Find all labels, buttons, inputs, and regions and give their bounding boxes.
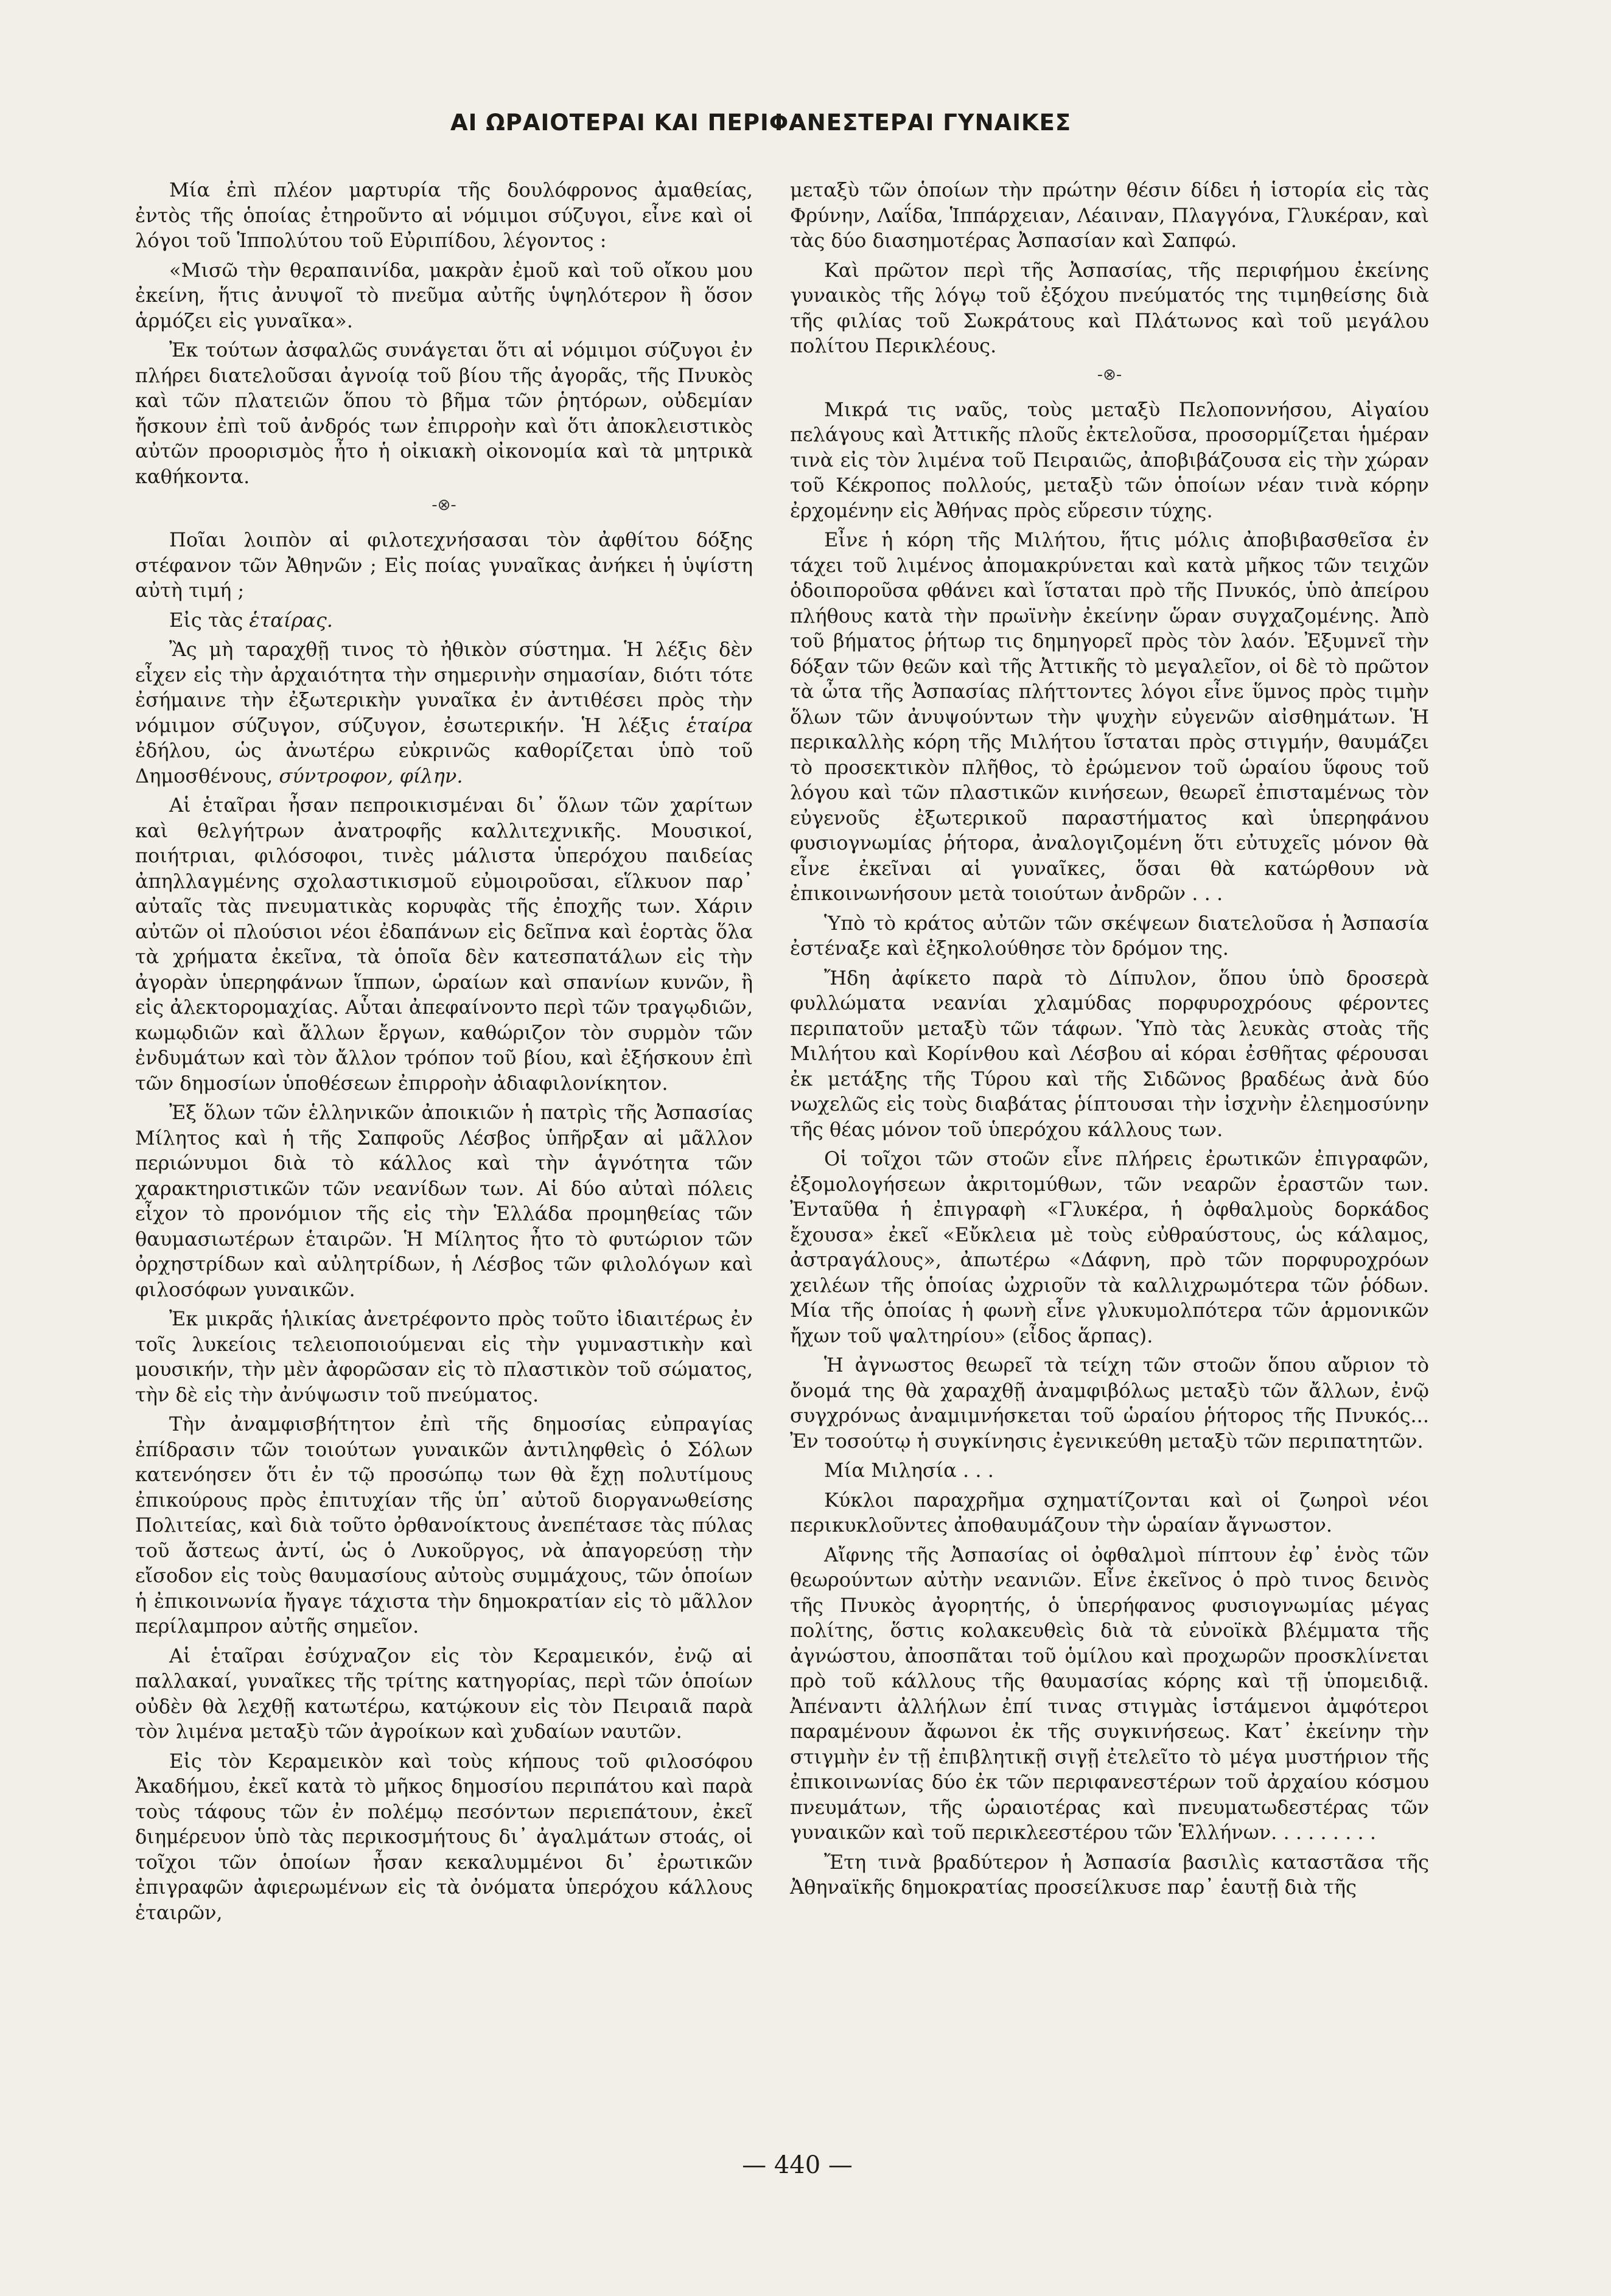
emphasis: ἑταίρα: [686, 713, 753, 737]
text-run: ἐδήλου, ὡς ἀνωτέρω εὐκρινῶς καθορίζεται ὑπὸ τοῦ Δημοσθένους,: [135, 739, 753, 787]
paragraph: «Μισῶ τὴν θεραπαινίδα, μακρὰν ἐμοῦ καὶ τοῦ οἴκου μου ἐκείνη, ἥτις ἀνυψοῖ τὸ πνεῦμα αὐτῆς ὑψηλότερον ἢ ὅσον ἁρμόζει εἰς γυναῖκα».: [135, 258, 753, 332]
paragraph: Οἱ τοῖχοι τῶν στοῶν εἶνε πλήρεις ἐρωτικῶν ἐπιγραφῶν, ἐξομολογήσεων ἀκριτομύθων, τῶν νεαρῶν ἐραστῶν των. Ἐνταῦθα ἡ ἐπιγραφὴ «Γλυκέρα, ἡ ὀφθαλμοὺς δορκάδος ἔχουσα» ἐκεῖ «Εὔκλεια μὲ τοὺς εὐθραύστους, ὡς κάλαμος, ἀστραγάλους», ἀπωτέρω «Δάφνη, πρὸ τῶν πορφυροχρόων χειλέων τῆς ὁποίας ὠχριοῦν τὰ καλλιχρωμότερα τῶν ῥόδων. Μία τῆς ὁποίας ἡ φωνὴ εἶνε γλυκυμολπότερα τῶν ἁρμονικῶν ἤχων τοῦ ψαλτηρίου» (εἶδος ἅρπας).: [790, 1147, 1429, 1347]
text-run: Εἰς τὰς: [169, 608, 243, 632]
paragraph: μεταξὺ τῶν ὁποίων τὴν πρώτην θέσιν δίδει ἡ ἱστορία εἰς τὰς Φρύνην, Λαΐδα, Ἱππάρχειαν, Λέαιναν, Πλαγγόνα, Γλυκέραν, καὶ τὰς δύο διασημοτέρας Ἀσπασίαν καὶ Σαπφώ.: [790, 178, 1429, 252]
emphasis: σύντροφον, φίλην.: [279, 764, 463, 787]
paragraph: Ποῖαι λοιπὸν αἱ φιλοτεχνήσασαι τὸν ἀφθίτου δόξης στέφανον τῶν Ἀθηνῶν ; Εἰς ποίας γυναῖκας ἀνήκει ἡ ὑψίστη αὐτὴ τιμή ;: [135, 528, 753, 602]
paragraph: Εἰς τὸν Κεραμεικὸν καὶ τοὺς κήπους τοῦ φιλοσόφου Ἀκαδήμου, ἐκεῖ κατὰ τὸ μῆκος δημοσίου περιπάτου καὶ παρὰ τοὺς τάφους τῶν ἐν πολέμῳ πεσόντων περιεπάτουν, ἐκεῖ διημέρευον ὑπὸ τὰς περικοσμήτους δι᾽ ἀγαλμάτων στοάς, οἱ τοῖχοι τῶν ὁποίων ἦσαν κεκαλυμμένοι δι᾽ ἐρωτικῶν ἐπιγραφῶν ἀφιερωμένων εἰς τὰ ὀνόματα ὑπερόχου κάλλους ἑταιρῶν,: [135, 1749, 753, 1924]
paragraph: [135, 608, 753, 633]
page-title: ΑΙ ΩΡΑΙΟΤΕΡΑΙ ΚΑΙ ΠΕΡΙΦΑΝΕΣΤΕΡΑΙ ΓΥΝΑΙΚΕΣ: [450, 110, 1072, 136]
paragraph: Αἱ ἑταῖραι ἦσαν πεπροικισμέναι δι᾽ ὅλων τῶν χαρίτων καὶ θελγήτρων ἀνατροφῆς καλλιτεχνικῆς. Μουσικοί, ποιήτριαι, φιλόσοφοι, τινὲς μάλιστα ὑπερόχου παιδείας ἀπηλλαγμένης σχολαστικισμοῦ εὐμοιροῦσαι, εἵλκυον παρ᾽ αὐταῖς τὰς πνευματικὰς κορυφὰς τῆς ἐποχῆς των. Χάριν αὐτῶν οἱ πλούσιοι νέοι ἐδαπάνων εἰς δεῖπνα καὶ ἑορτὰς ὅλα τὰ χρήματα ἐκεῖνα, τὰ ὁποῖα δὲν κατεσπατάλων εἰς τὴν ἀγορὰν ὑπερηφάνων ἵππων, ὡραίων καὶ σπανίων κυνῶν, ἢ εἰς ἀλεκτορομαχίας. Αὗται ἀπεφαίνοντο περὶ τῶν τραγῳδιῶν, κωμῳδιῶν καὶ ἄλλων ἔργων, καθώριζον τὸν συρμὸν τῶν ἐνδυμάτων καὶ τὸν ἄλλον τρόπον τοῦ βίου, καὶ ἐξήσκουν ἐπὶ τῶν δημοσίων ὑποθέσεων ἐπιρροὴν ἀδιαφιλονίκητον.: [135, 794, 753, 1095]
paragraph: Ἡ ἀγνωστος θεωρεῖ τὰ τείχη τῶν στοῶν ὅπου αὔριον τὸ ὄνομά της θὰ χαραχθῇ ἀναμφιβόλως μεταξὺ τῶν ἄλλων, ἐνῷ συγχρόνως ἀναμιμνήσκεται τοῦ ὡραίου ῥήτορος τῆς Πνυκός... Ἐν τοσούτῳ ἡ συγκίνησις ἐγενικεύθη μεταξὺ τῶν περιπατητῶν.: [790, 1353, 1429, 1453]
paragraph: Αἴφνης τῆς Ἀσπασίας οἱ ὀφθαλμοὶ πίπτουν ἐφ᾽ ἑνὸς τῶν θεωρούντων αὐτὴν νεανιῶν. Εἶνε ἐκεῖνος ὁ πρὸ τινος δεινὸς τῆς Πνυκὸς ἀγορητής, ὁ ὑπερήφανος φυσιογνωμίας μέγας πολίτης, ὅστις κολακευθεὶς διὰ τὰ εὐνοϊκὰ βλέμματα τῆς ἀγνώστου, ἀποσπᾶται τοῦ ὁμίλου καὶ προχωρῶν προσκλίνεται πρὸ τοῦ κάλλους τῆς θαυμασίας κόρης καὶ τῇ ὑπομειδιᾷ. Ἀπέναντι ἀλλήλων ἐπί τινας στιγμὰς ἱστάμενοι ἀμφότεροι παραμένουν ἄφωνοι ἐκ τῆς συγκινήσεως. Κατ᾽ ἐκείνην τὴν στιγμὴν ἐν τῇ ἐπιβλητικῇ σιγῇ ἐτελεῖτο τὸ μέγα μυστήριον τῆς ἐπικοινωνίας δύο ἐκ τῶν περιφανεστέρων τοῦ ἀρχαίου κόσμου πνευμάτων, τῆς ὡραιοτέρας καὶ πνευματωδεστέρας τῶν γυναικῶν καὶ τοῦ περικλεεστέρου τῶν Ἑλλήνων. . . . . . . . .: [790, 1543, 1429, 1844]
paragraph: Ἐκ τούτων ἀσφαλῶς συνάγεται ὅτι αἱ νόμιμοι σύζυγοι ἐν πλήρει διατελοῦσαι ἀγνοίᾳ τοῦ βίου τῆς ἀγορᾶς, τῆς Πνυκὸς καὶ τῶν πλατειῶν ὅπου τὸ βῆμα τῶν ῥητόρων, οὐδεμίαν ἤσκουν ἐπὶ τοῦ ἀνδρός των ἐπιρροὴν καὶ ὅτι ἀποκλειστικὸς αὐτῶν προορισμὸς ἦτο ἡ οἰκιακὴ οἰκονομία καὶ τὰ μητρικὰ καθήκοντα.: [135, 338, 753, 488]
paragraph: Τὴν ἀναμφισβήτητον ἐπὶ τῆς δημοσίας εὐπραγίας ἐπίδρασιν τῶν τοιούτων γυναικῶν ἀντιληφθεὶς ὁ Σόλων κατενόησεν ὅτι ἐν τῷ προσώπῳ των θὰ ἔχῃ πολυτίμους ἐπικούρους πρὸς ἐπιτυχίαν τῆς ὑπ᾽ αὐτοῦ διοργανωθείσης Πολιτείας, καὶ διὰ τοῦτο ὀρθανοίκτους ἀνεπέτασε τὰς πύλας τοῦ ἄστεως ἀντί, ὡς ὁ Λυκοῦργος, νὰ ἀπαγορεύσῃ τὴν εἴσοδον εἰς τοὺς θαυμασίους αὐτοὺς συμμάχους, τῶν ὁποίων ἡ ἐπικοινωνία ἤγαγε τάχιστα τὴν δημοκρατίαν εἰς τὸ μᾶλλον περίλαμπρον αὐτῆς σημεῖον.: [135, 1412, 753, 1638]
paragraph: Καὶ πρῶτον περὶ τῆς Ἀσπασίας, τῆς περιφήμου ἐκείνης γυναικὸς τῆς λόγῳ τοῦ ἐξόχου πνεύματός της τιμηθείσης διὰ τῆς φιλίας τοῦ Σωκράτους καὶ Πλάτωνος καὶ τοῦ μεγάλου πολίτου Περικλέους.: [790, 258, 1429, 357]
emphasis: ἑταίρας.: [249, 608, 333, 632]
paragraph: Μία ἐπὶ πλέον μαρτυρία τῆς δουλόφρονος ἀμαθείας, ἐντὸς τῆς ὁποίας ἐτηροῦντο αἱ νόμιμοι σύζυγοι, εἶνε καὶ οἱ λόγοι τοῦ Ἱππολύτου τοῦ Εὐριπίδου, λέγοντος :: [135, 178, 753, 252]
section-ornament: -⊗-: [1097, 365, 1122, 384]
paragraph: Ἐξ ὅλων τῶν ἑλληνικῶν ἀποικιῶν ἡ πατρὶς τῆς Ἀσπασίας Μίλητος καὶ ἡ τῆς Σαπφοῦς Λέσβος ὑπῆρξαν αἱ μᾶλλον περιώνυμοι διὰ τὸ κάλλος καὶ τὴν ἁγνότητα τῶν χαρακτηριστικῶν τῶν νεανίδων των. Αἱ δύο αὐταὶ πόλεις εἶχον τὸ προνόμιον τῆς εἰς τὴν Ἑλλάδα προμηθείας τῶν θαυμασιωτέρων ἑταιρῶν. Ἡ Μίλητος ἦτο τὸ φυτώριον τῶν ὀρχηστρίδων καὶ αὐλητρίδων, ἡ Λέσβος τῶν φιλολόγων καὶ φιλοσόφων γυναικῶν.: [135, 1101, 753, 1301]
paragraph: Ἤδη ἀφίκετο παρὰ τὸ Δίπυλον, ὅπου ὑπὸ δροσερὰ φυλλώματα νεανίαι χλαμύδας πορφυροχρόους φέροντες περιπατοῦν μεταξὺ τῶν τάφων. Ὑπὸ τὰς λευκὰς στοὰς τῆς Μιλήτου καὶ Κορίνθου καὶ Λέσβου αἱ κόραι ἐσθῆτας φέρουσαι ἐκ μετάξης τῆς Τύρου καὶ τῆς Σιδῶνος βραδέως ἀνὰ δύο νωχελῶς εἰς τοὺς διαβάτας ῥίπτουσαι τὴν ἰσχνὴν ἐλεημοσύνην τῆς θέας μόνον τοῦ ὑπερόχου κάλλους των.: [790, 966, 1429, 1141]
paragraph: [135, 637, 753, 789]
paragraph: Μία Μιλησία . . .: [824, 1459, 994, 1482]
paragraph: Ὑπὸ τὸ κράτος αὐτῶν τῶν σκέψεων διατελοῦσα ἡ Ἀσπασία ἐστέναξε καὶ ἐξηκολούθησε τὸν δρόμον της.: [790, 911, 1429, 960]
paragraph: Κύκλοι παραχρῆμα σχηματίζονται καὶ οἱ ζωηροὶ νέοι περικυκλοῦντες ἀποθαυμάζουν τὴν ὡραίαν ἄγνωστον.: [790, 1488, 1429, 1537]
page-number: — 440 —: [742, 2151, 853, 2179]
paragraph: Μικρά τις ναῦς, τοὺς μεταξὺ Πελοποννήσου, Αἰγαίου πελάγους καὶ Ἀττικῆς πλοῦς ἐκτελοῦσα, προσορμίζεται ἡμέραν τινὰ εἰς τὸν λιμένα τοῦ Πειραιῶς, ἀποβιβάζουσα εἰς τὴν χώραν τοῦ Κέκροπος πολλούς, μεταξὺ τῶν ὁποίων νέαν τινὰ κόρην ἐρχομένην εἰς Ἀθήνας πρὸς εὕρεσιν τύχης.: [790, 397, 1429, 522]
paragraph: Εἶνε ἡ κόρη τῆς Μιλήτου, ἥτις μόλις ἀποβιβασθεῖσα ἐν τάχει τοῦ λιμένος ἀπομακρύνεται καὶ κατὰ μῆκος τῶν τειχῶν ὁδοιποροῦσα φθάνει καὶ ἵσταται πρὸ τῆς Πνυκός, ὑπὸ ἀπείρου πλήθους κατὰ τὴν πρωϊνὴν ἐκείνην ὥραν συγχαζομένης. Ἀπὸ τοῦ βήματος ῥήτωρ τις δημηγορεῖ πρὸς τὸν λαόν. Ἐξυμνεῖ τὴν δόξαν τῶν θεῶν καὶ τῆς Ἀττικῆς τὸ μεγαλεῖον, οἱ δὲ τὸ πρῶτον τὰ ὦτα τῆς Ἀσπασίας πλήττοντες λόγοι εἶνε ὕμνος πρὸς τιμὴν ὅλων τῶν ἀνυψούντων τὴν ψυχὴν εὐγενῶν αἰσθημάτων. Ἡ περικαλλὴς κόρη τῆς Μιλήτου ἵσταται πρὸς στιγμήν, θαυμάζει τὸ προσεκτικὸν πλῆθος, τὸ ἐρώμενον τοῦ ὡραίου ὕφους τοῦ λόγου καὶ τῶν πλαστικῶν κινήσεων, θεωρεῖ ἐπισταμένως τὸν εὐγενοῦς ἐξωτερικοῦ παραστήματος καὶ ὑπερηφάνου φυσιογνωμίας ῥήτορα, ἀναλογιζομένη ὅτι εὐτυχεῖς μόνον θὰ εἶνε ἐκεῖναι αἱ γυναῖκες, ὅσαι θὰ κατώρθουν νὰ ἐπικοινωνήσουν μετὰ τοιούτων ἀνδρῶν . . .: [790, 528, 1429, 905]
left-column: [135, 178, 753, 1930]
text-run: Ἂς μὴ ταραχθῇ τινος τὸ ἠθικὸν σύστημα. Ἡ λέξις δὲν εἶχεν εἰς τὴν ἀρχαιότητα τὴν σημερινὴν σημασίαν, διότι τότε ἐσήμαινε τὴν ἐξωτερικὴν γυναῖκα ἐν ἀντιθέσει πρὸς τὴν νόμιμον σύζυγον, σύζυγον, ἐσωτερικήν. Ἡ λέξις: [135, 638, 753, 737]
paragraph: Αἱ ἑταῖραι ἐσύχναζον εἰς τὸν Κεραμεικόν, ἐνῷ αἱ παλλακαί, γυναῖκες τῆς τρίτης κατηγορίας, περὶ τῶν ὁποίων οὐδὲν θὰ λεχθῇ κατωτέρω, κατῴκουν εἰς τὸν Πειραιᾶ παρὰ τὸν λιμένα μεταξὺ τῶν ἀγροίκων καὶ χυδαίων ναυτῶν.: [135, 1644, 753, 1743]
paragraph: Ἐκ μικρᾶς ἡλικίας ἀνετρέφοντο πρὸς τοῦτο ἰδιαιτέρως ἐν τοῖς λυκείοις τελειοποιούμεναι εἰς τὴν γυμναστικὴν καὶ μουσικήν, τὴν μὲν ἀφορῶσαν εἰς τὸ πλαστικὸν τοῦ σώματος, τὴν δὲ εἰς τὴν ἀνύψωσιν τοῦ πνεύματος.: [135, 1307, 753, 1406]
paragraph: Ἔτη τινὰ βραδύτερον ἡ Ἀσπασία βασιλὶς καταστᾶσα τῆς Ἀθηναϊκῆς δημοκρατίας προσείλκυσε παρ᾽ ἑαυτῇ διὰ τῆς: [790, 1850, 1429, 1899]
section-ornament: -⊗-: [432, 496, 456, 514]
right-column: [790, 178, 1429, 1905]
